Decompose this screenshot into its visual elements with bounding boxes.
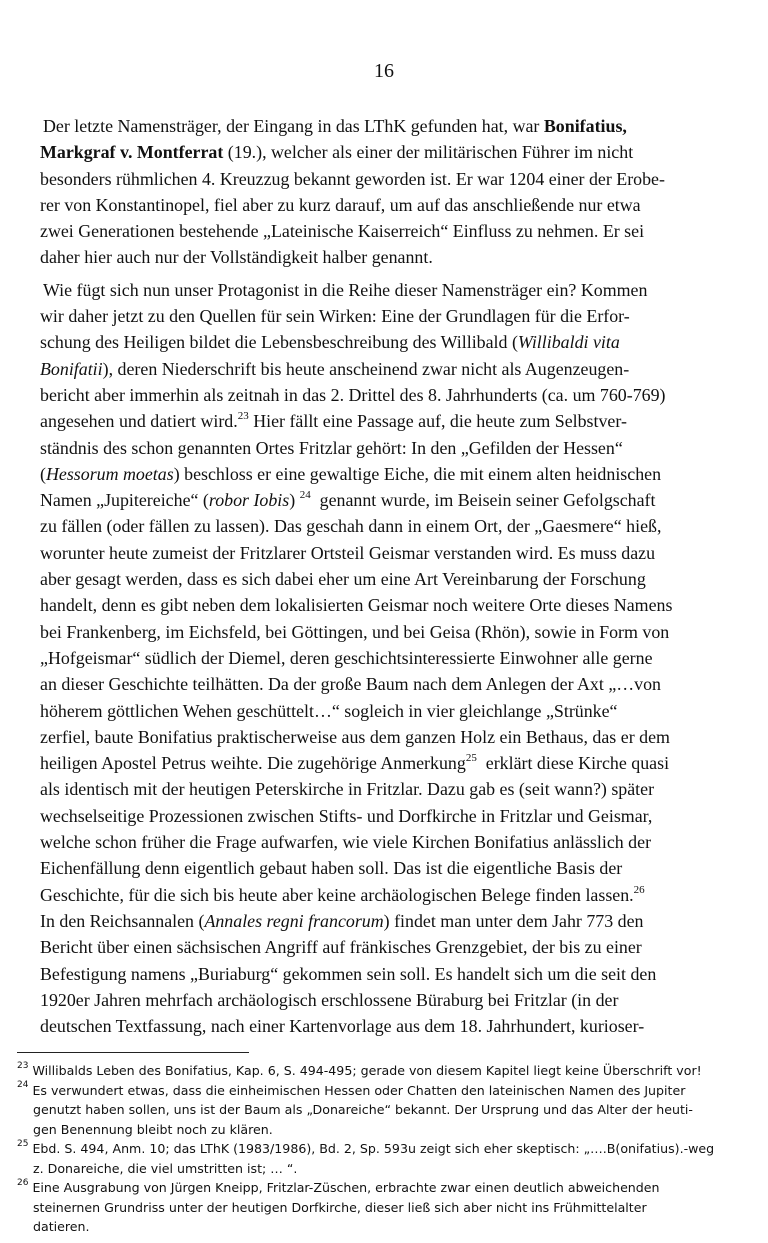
text-line: daher hier auch nur der Vollständigkeit halber genannt. — [40, 247, 433, 268]
footnote-ref-23[interactable]: 23 — [237, 410, 249, 423]
text-run: In den Reichsannalen ( — [40, 910, 205, 931]
text-line: höherem göttlichen Wehen geschüttelt…“ sogleich in vier gleichlange „Strünke“ — [40, 700, 618, 721]
footnote-ref-24[interactable]: 24 — [299, 489, 311, 502]
footnote-text: Eine Ausgrabung von Jürgen Kneipp, Fritzlar-Züschen, erbrachte zwar einen deutlich abweichenden — [28, 1180, 660, 1195]
footnote-number: 24 — [17, 1080, 29, 1091]
text-run: Geschichte, für die sich bis heute aber keine archäologischen Belege finden lassen. — [40, 884, 634, 905]
text-line: besonders rühmlichen 4. Kreuzzug bekannt geworden ist. Er war 1204 einer der Erobe- — [40, 168, 665, 189]
footnote-number: 26 — [17, 1177, 29, 1188]
text-line: zerfiel, baute Bonifatius praktischerweise aus dem ganzen Holz ein Bethaus, das er dem — [40, 726, 670, 747]
text-line: Wie fügt sich nun unser Protagonist in die Reihe dieser Namensträger ein? Kommen — [43, 279, 648, 300]
text-line — [40, 750, 734, 776]
page-number: 16 — [374, 60, 394, 82]
footnote-line: datieren. — [33, 1219, 90, 1234]
footnote-23 — [17, 1061, 752, 1081]
main-text — [40, 113, 734, 1039]
text-line: bericht aber immerhin als zeitnah in das 2. Drittel des 8. Jahrhunderts (ca. um 760-769) — [40, 384, 666, 405]
text-line: worunter heute zumeist der Fritzlarer Ortsteil Geismar verstanden wird. Es muss dazu — [40, 542, 656, 563]
text-line: wir daher jetzt zu den Quellen für sein Wirken: Eine der Grundlagen für die Erfor- — [40, 306, 630, 327]
bold-name: Bonifatius, — [543, 116, 627, 136]
text-line: Befestigung namens „Buriaburg“ gekommen sein soll. Es handelt sich um die seit den — [40, 963, 657, 984]
footnote-26 — [17, 1178, 752, 1237]
latin-title: Willibaldi vita — [517, 332, 620, 353]
text-line: zwei Generationen bestehende „Lateinische Kaiserreich“ Einfluss zu nehmen. Er sei — [40, 221, 645, 242]
footnote-line: steinernen Grundriss unter der heutigen Dorfkirche, dieser ließ sich aber nicht ins Frühmittelalter — [33, 1199, 647, 1215]
text-line — [40, 882, 734, 908]
text-line — [40, 461, 734, 487]
latin-title: Annales regni francorum — [204, 910, 384, 931]
footnote-separator — [17, 1052, 249, 1053]
text-line: welche schon früher die Frage aufwarfen, wie viele Kirchen Bonifatius anlässlich der — [40, 832, 652, 853]
text-run: Hier fällt eine Passage auf, die heute zum Selbstver- — [248, 411, 627, 432]
footnote-25 — [17, 1139, 752, 1178]
text-run: heiligen Apostel Petrus weihte. Die zugehörige Anmerkung — [40, 753, 466, 774]
footnote-number: 25 — [17, 1138, 29, 1149]
footnote-text: Ebd. S. 494, Anm. 10; das LThK (1983/1986), Bd. 2, Sp. 593u zeigt sich eher skeptisch: „….B(onifatius).-weg — [28, 1141, 715, 1156]
text-line: Eichenfällung denn eigentlich gebaut haben soll. Das ist die eigentliche Basis der — [40, 858, 623, 879]
text-line: 1920er Jahren mehrfach archäologisch erschlossene Büraburg bei Fritzlar (in der — [40, 989, 619, 1010]
footnote-number: 23 — [17, 1060, 29, 1071]
latin-title: Bonifatii — [40, 358, 103, 379]
paragraph-bonifatius-montferrat — [40, 113, 734, 271]
footnote-line — [17, 1139, 752, 1159]
text-line: ständnis des schon genannten Ortes Fritzlar gehört: In den „Gefilden der Hessen“ — [40, 437, 623, 458]
text-line: an dieser Geschichte teilhätten. Da der große Baum nach dem Anlegen der Axt „…von — [40, 674, 661, 695]
text-line — [40, 356, 734, 382]
footnote-ref-25[interactable]: 25 — [465, 752, 477, 765]
text-line: bei Frankenberg, im Eichsfeld, bei Göttingen, und bei Geisa (Rhön), sowie in Form von — [40, 621, 670, 642]
text-line: zu fällen (oder fällen zu lassen). Das geschah dann in einem Ort, der „Gaesmere“ hieß, — [40, 516, 662, 537]
text-run: Namen „Jupitereiche“ ( — [40, 490, 209, 511]
latin-term: Hessorum moetas — [45, 463, 174, 484]
text-line — [40, 329, 734, 355]
text-run: ) — [289, 490, 300, 511]
footnote-24 — [17, 1081, 752, 1140]
text-line: wechselseitige Prozessionen zwischen Stifts- und Dorfkirche in Fritzlar und Geismar, — [40, 805, 653, 826]
bold-name: Markgraf v. Montferrat — [40, 142, 224, 163]
text-line: als identisch mit der heutigen Peterskirche in Fritzlar. Dazu gab es (seit wann?) später — [40, 779, 655, 800]
text-line — [40, 139, 734, 165]
paragraph-quellen — [40, 277, 734, 1040]
footnote-line: gen Benennung bleibt noch zu klären. — [33, 1121, 273, 1137]
text-run: Der letzte Namensträger, der Eingang in das LThK gefunden hat, war — [43, 116, 544, 136]
text-line: deutschen Textfassung, nach einer Kartenvorlage aus dem 18. Jahrhundert, kurioser- — [40, 1016, 645, 1037]
footnote-text: Es verwundert etwas, dass die einheimischen Hessen oder Chatten den lateinischen Namen des Jupiter — [28, 1082, 686, 1098]
text-run: angesehen und datiert wird. — [40, 411, 238, 432]
text-line: „Hofgeismar“ südlich der Diemel, deren geschichtsinteressierte Einwohner alle gerne — [40, 647, 653, 668]
footnote-line — [17, 1081, 752, 1101]
footnote-line: z. Donareiche, die viel umstritten ist; … “. — [33, 1160, 298, 1176]
text-line: Bericht über einen sächsischen Angriff auf fränkisches Grenzgebiet, der bis zu einer — [40, 937, 642, 958]
text-run: schung des Heiligen bildet die Lebensbeschreibung des Willibald ( — [40, 332, 518, 353]
text-run: genannt wurde, im Beisein seiner Gefolgschaft — [310, 490, 656, 511]
text-line — [40, 487, 734, 513]
text-line — [40, 408, 734, 434]
text-line: rer von Konstantinopel, fiel aber zu kurz darauf, um auf das anschließende nur etwa — [40, 194, 641, 215]
text-run: ( — [40, 463, 46, 484]
text-run: ) beschloss er eine gewaltige Eiche, die mit einem alten heidnischen — [173, 463, 662, 484]
footnote-ref-26[interactable]: 26 — [633, 883, 645, 896]
footnote-line — [17, 1178, 752, 1198]
footnote-line: genutzt haben sollen, uns ist der Baum als „Donareiche“ bekannt. Der Ursprung und das Alter der heuti- — [33, 1102, 693, 1117]
latin-term: robor Iobis — [208, 490, 290, 511]
text-line — [40, 113, 734, 139]
footnotes — [17, 1061, 752, 1237]
text-line — [40, 908, 734, 934]
footnote-text: Willibalds Leben des Bonifatius, Kap. 6, S. 494-495; gerade von diesem Kapitel liegt keine Überschrift vor! — [28, 1063, 702, 1078]
footnote-line — [17, 1061, 752, 1081]
text-run: (19.), welcher als einer der militärischen Führer im nicht — [223, 142, 634, 163]
text-run: erklärt diese Kirche quasi — [476, 753, 670, 774]
text-line: aber gesagt werden, dass es sich dabei eher um eine Art Vereinbarung der Forschung — [40, 569, 646, 590]
text-run: ) findet man unter dem Jahr 773 den — [383, 910, 644, 931]
text-run: ), deren Niederschrift bis heute anscheinend zwar nicht als Augenzeugen- — [102, 358, 630, 379]
text-line: handelt, denn es gibt neben dem lokalisierten Geismar noch weitere Orte dieses Namens — [40, 595, 673, 616]
